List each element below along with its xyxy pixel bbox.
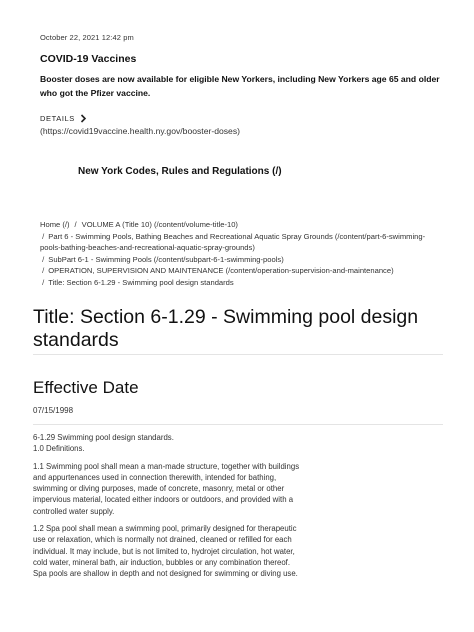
details-link[interactable] xyxy=(40,114,87,123)
regulation-text xyxy=(33,432,303,586)
details-url[interactable]: (https://covid19vaccine.health.ny.gov/booster-doses) xyxy=(40,126,240,136)
breadcrumb-item-part[interactable]: / Part 6 - Swimming Pools, Bathing Beaches and Recreational Aquatic Spray Grounds (/content/part-6-swimming-pools-bathing-beaches-and-recreational-aquatic-spray-grounds) xyxy=(40,231,426,253)
chevron-right-icon xyxy=(80,114,87,123)
breadcrumb xyxy=(40,219,440,289)
nycrr-home-link[interactable]: New York Codes, Rules and Regulations (/) xyxy=(78,166,282,177)
effective-date-value: 07/15/1998 xyxy=(33,406,74,415)
timestamp: October 22, 2021 12:42 pm xyxy=(40,33,134,42)
breadcrumb-item-operation[interactable]: / OPERATION, SUPERVISION AND MAINTENANCE (/content/operation-supervision-and-maintenance) xyxy=(42,266,394,276)
alert-body: Booster doses are now available for eligible New Yorkers, including New Yorkers age 65 and older who got the Pfizer vaccine. xyxy=(40,74,440,98)
paragraph: 6-1.29 Swimming pool design standards. 1.0 Definitions. xyxy=(33,433,174,454)
details-label: DETAILS xyxy=(40,114,75,123)
breadcrumb-item-home[interactable]: Home (/) / VOLUME A (Title 10) (/content/volume-title-10) xyxy=(40,220,238,229)
breadcrumb-item-subpart[interactable]: / SubPart 6-1 - Swimming Pools (/content/subpart-6-1-swimming-pools) xyxy=(42,254,284,264)
divider xyxy=(33,424,443,425)
paragraph: 1.1 Swimming pool shall mean a man-made structure, together with buildings and appurtenances used in connection therewith, intended for bathing, swimming or diving purposes, made of concrete, masonry, metal or other impervious material, located either indoors or outdoors, and provided with a controlled water supply. xyxy=(33,461,300,516)
divider xyxy=(33,354,443,355)
page-title: Title: Section 6-1.29 - Swimming pool design standards xyxy=(33,306,419,351)
alert-title: COVID-19 Vaccines xyxy=(40,53,137,65)
paragraph: 1.2 Spa pool shall mean a swimming pool, primarily designed for therapeutic use or relaxation, which is normally not drained, cleaned or refilled for each individual. It may include, but is not limited to, hydrojet circulation, hot water, cold water, mineral bath, air induction, bubbles or any combination thereof. Spa pools are shallow in depth and not designed for swimming or diving use. xyxy=(33,524,298,579)
breadcrumb-item-current: / Title: Section 6-1.29 - Swimming pool design standards xyxy=(42,277,234,287)
effective-date-heading: Effective Date xyxy=(33,378,139,397)
